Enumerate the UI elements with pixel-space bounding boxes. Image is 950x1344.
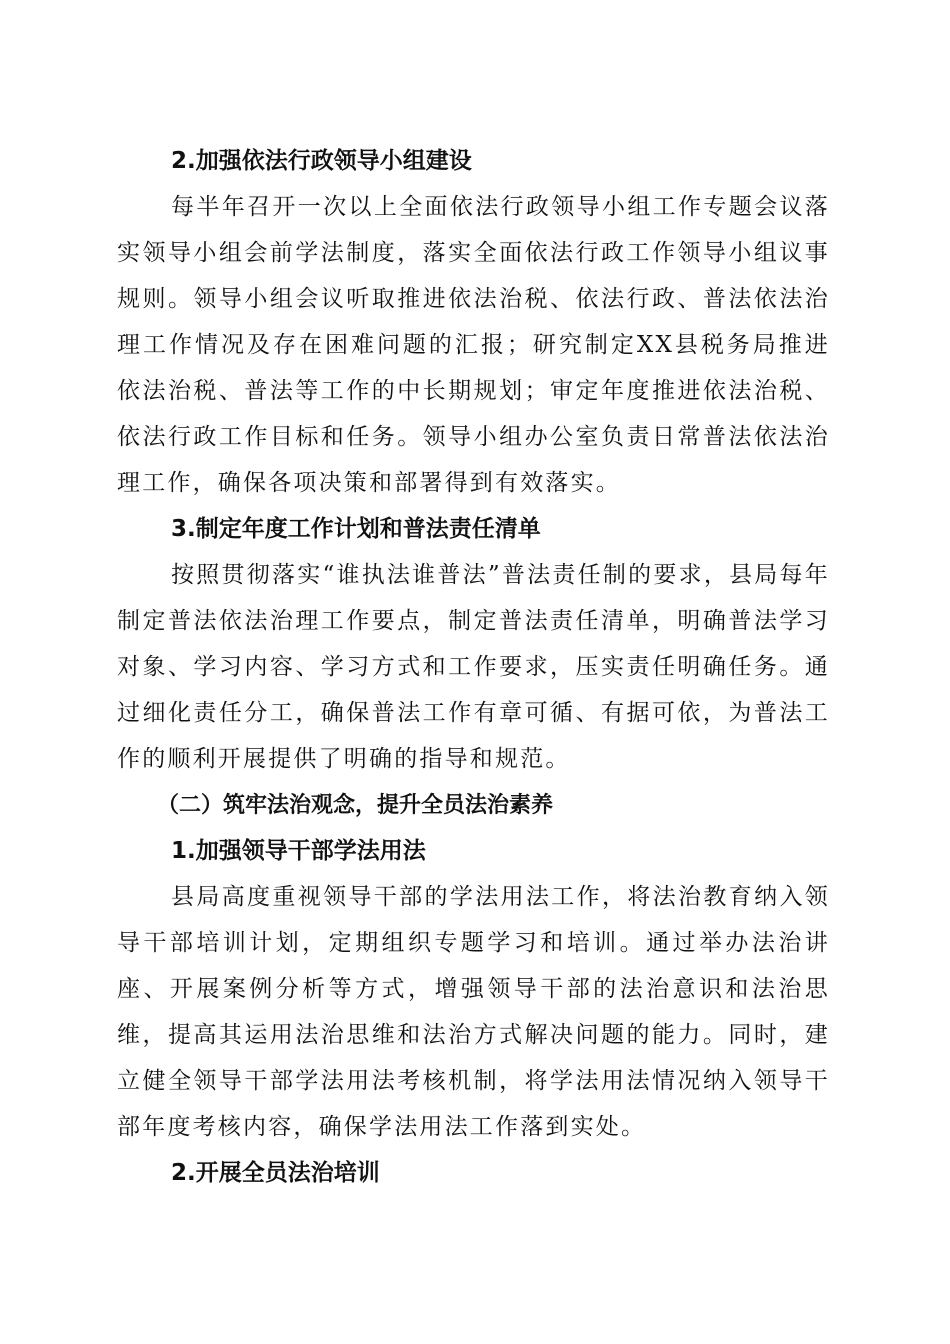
- section-heading-annual-plan: 3.制定年度工作计划和普法责任清单: [171, 516, 541, 542]
- paragraph-annual-plan: 按照贯彻落实“谁执法谁普法”普法责任制的要求，县局每年制定普法依法治理工作要点，制定普法责任清单，明确普法学习对象、学习内容、学习方式和工作要求，压实责任明确任务。通过细化责任分工，确保普法工作有章可循、有据可依，为普法工作的顺利开展提供了明确的指导和规范。: [117, 562, 830, 772]
- paragraph-leader-study: 县局高度重视领导干部的学法用法工作，将法治教育纳入领导干部培训计划，定期组织专题学习和培训。通过举办法治讲座、开展案例分析等方式，增强领导干部的法治意识和法治思维，提高其运用法治思维和法治方式解决问题的能力。同时，建立健全领导干部学法用法考核机制，将学法用法情况纳入领导干部年度考核内容，确保学法用法工作落到实处。: [117, 884, 830, 1140]
- sub-heading-legal-awareness: （二）筑牢法治观念，提升全员法治素养: [157, 792, 554, 818]
- section-heading-staff-training: 2.开展全员法治培训: [171, 1160, 380, 1186]
- document-body: [117, 138, 830, 1196]
- section-heading-leader-study: 1.加强领导干部学法用法: [171, 838, 426, 864]
- paragraph-leadership-group: 每半年召开一次以上全面依法行政领导小组工作专题会议落实领导小组会前学法制度，落实全面依法行政工作领导小组议事规则。领导小组会议听取推进依法治税、依法行政、普法依法治理工作情况及存在困难问题的汇报；研究制定XX县税务局推进依法治税、普法等工作的中长期规划；审定年度推进依法治税、依法行政工作目标和任务。领导小组办公室负责日常普法依法治理工作，确保各项决策和部署得到有效落实。: [117, 194, 830, 496]
- section-heading-leadership-group: 2.加强依法行政领导小组建设: [171, 148, 472, 174]
